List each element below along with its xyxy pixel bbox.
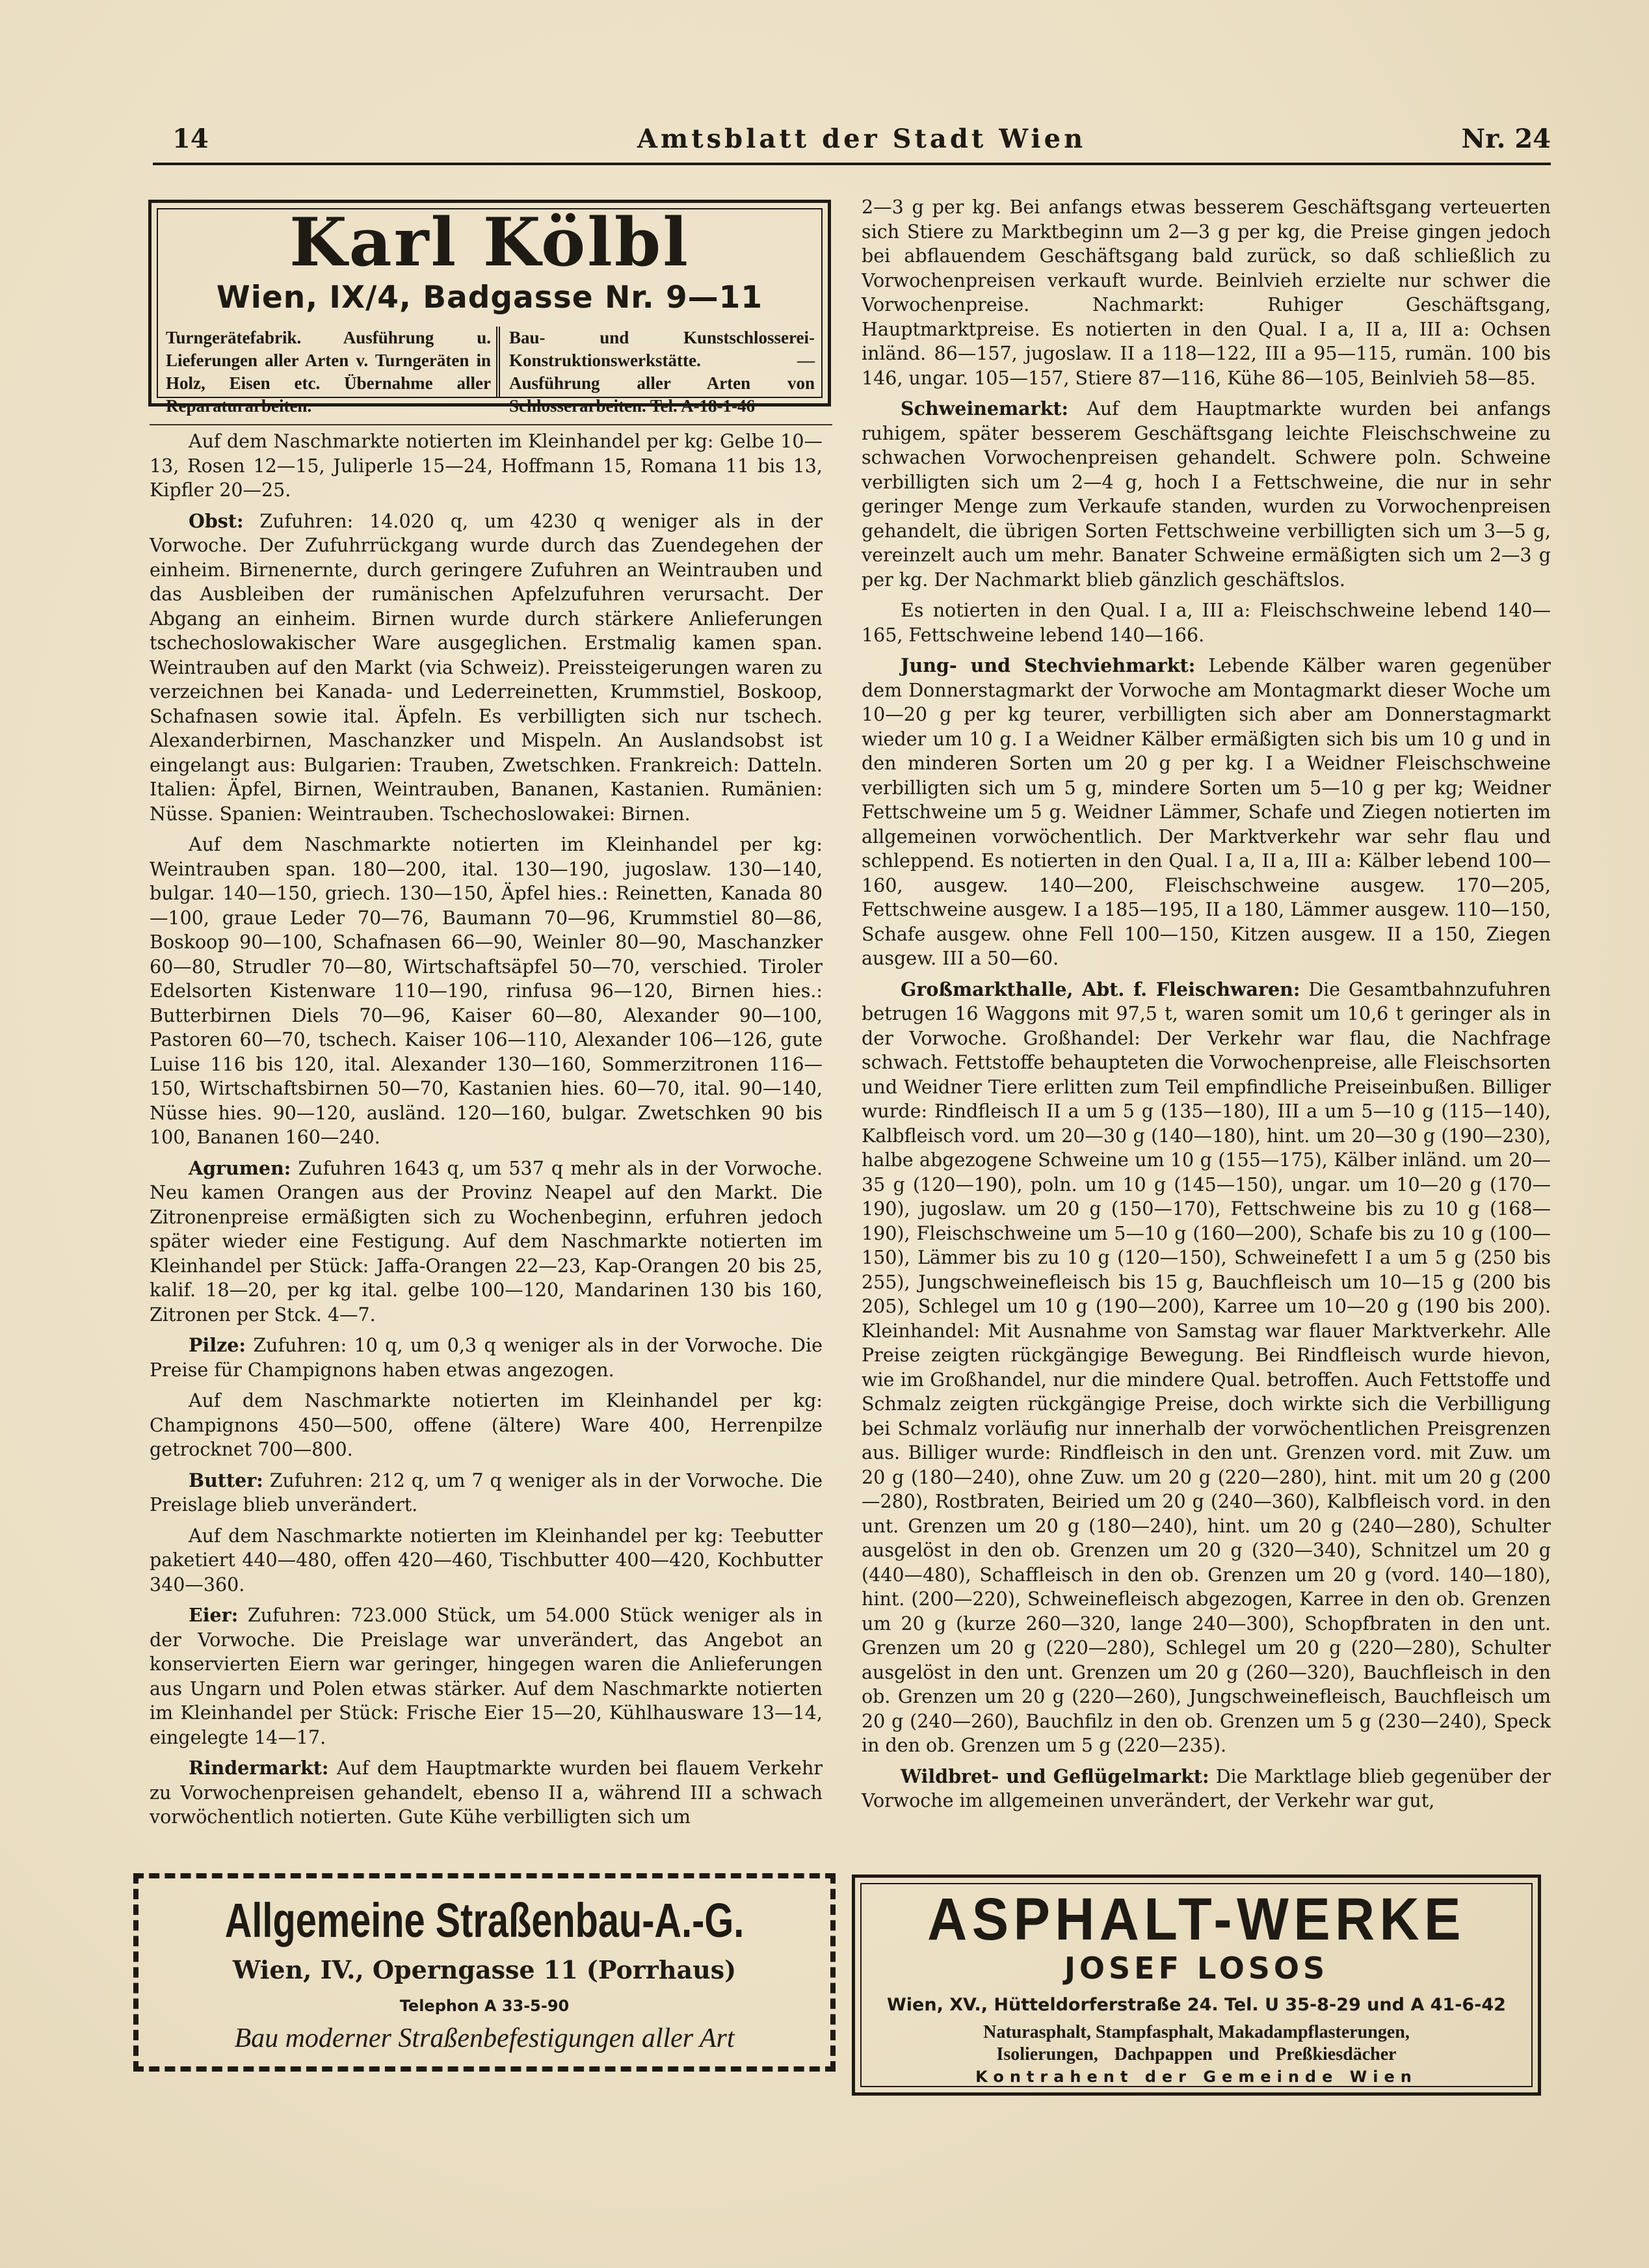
article-paragraph	[150, 429, 823, 503]
paragraph-text: Zufuhren: 212 q, um 7 q weniger als in der Vorwoche. Die Preislage blieb unverändert.	[150, 1469, 823, 1515]
ad-company-name: Karl Kölbl	[289, 204, 690, 282]
ad-contractor-note: Kontrahent der Gemeinde Wien	[975, 2068, 1418, 2086]
ad-slogan: Bau moderner Straßenbefestigungen aller Art	[234, 2023, 735, 2053]
section-heading: Rindermarkt:	[189, 1757, 329, 1779]
article-paragraph	[150, 1756, 823, 1830]
paragraph-text: Auf dem Hauptmarkte wurden bei flauem Verkehr zu Vorwochenpreisen gehandelt, ebenso II a, während III a schwach vorwöchentlich notierten. Gute Kühe verbilligten sich um	[150, 1757, 823, 1828]
ad-owner-name: JOSEF LOSOS	[1064, 1951, 1329, 1986]
paragraph-text: Auf dem Naschmarkte notierten im Kleinhandel per kg: Weintrauben span. 180—200, ital. 130—190, jugoslaw. 130—140, bulgar. 140—150, griech. 130—150, Äpfel hies.: Reinetten, Kanada 80—100, graue Leder 70—76, Baumann 70—96, Krummstiel 80—86, Boskoop 90—100, Schafnasen 66—90, Weinler 80—90, Maschanzker 60—80, Strudler 70—80, Wirtschaftsäpfel 50—70, verschied. Tiroler Edelsorten Kistenware 110—190, rinfusa 96—120, Birnen hies.: Butterbirnen Diels 70—96, Kaiser 60—80, Alexander 90—100, Pastoren 60—70, tschech. Kaiser 106—110, Alexander 106—126, gute Luise 116 bis 120, ital. Alexander 130—160, Sommerzitronen 116—150, Wirtschaftsbirnen 50—70, Kastanien hies. 60—70, ital. 90—140, Nüsse hies. 90—120, ausländ. 120—160, bulgar. Zwetschken 90 bis 100, Bananen 160—240.	[150, 834, 823, 1148]
paragraph-text: Es notierten in den Qual. I a, III a: Fleischschweine lebend 140—165, Fettschweine lebend 140—166.	[862, 600, 1551, 646]
article-paragraph	[150, 1524, 823, 1597]
issue-number: Nr. 24	[1461, 124, 1551, 154]
paragraph-text: Zufuhren: 14.020 q, um 4230 q weniger als in der Vorwoche. Der Zufuhrrückgang wurde durch das Zuendegehen der einheim. Birnenernte, durch geringere Zufuhren an Weintrauben und das Ausbleiben der rumänischen Apfelzufuhren verursacht. Der Abgang an einheim. Birnen wurde durch stärkere Anlieferungen tschechoslowakischer Ware ausgeglichen. Erstmalig kamen span. Weintrauben auf den Markt (via Schweiz). Preissteigerungen waren zu verzeichnen bei Kanada- und Lederreinetten, Krummstiel, Boskoop, Schafnasen sowie ital. Äpfeln. Es verbilligten sich nur tschech. Alexanderbirnen, Maschanzker und Mispeln. An Auslandsobst ist eingelangt aus: Bulgarien: Trauben, Zwetschken. Frankreich: Datteln. Italien: Äpfel, Birnen, Weintrauben, Bananen, Kastanien. Rumänien: Nüsse. Spanien: Weintrauben. Tschechoslowakei: Birnen.	[150, 510, 823, 825]
section-heading: Pilze:	[189, 1334, 246, 1356]
column-rule	[150, 424, 832, 425]
paragraph-text: Auf dem Naschmarkte notierten im Kleinhandel per kg: Teebutter paketiert 440—480, offen 420—460, Tischbutter 400—420, Kochbutter 340—360.	[150, 1525, 823, 1595]
section-heading: Großmarkthalle, Abt. f. Fleischwaren:	[901, 978, 1300, 1000]
article-paragraph	[150, 1156, 823, 1327]
ad-column-divider	[496, 327, 500, 397]
section-heading: Eier:	[189, 1604, 239, 1626]
paragraph-text: Zufuhren: 723.000 Stück, um 54.000 Stück weniger als in der Vorwoche. Die Preislage war unverändert, das Angebot an konservierten Eiern war geringer, hingegen waren die Anlieferungen aus Ungarn und Polen etwas stärker. Auf dem Naschmarkte notierten im Kleinhandel per Stück: Frische Eier 15—20, Kühlhausware 13—14, eingelegte 14—17.	[150, 1605, 823, 1748]
article-paragraph	[150, 833, 823, 1150]
article-paragraph	[862, 654, 1551, 971]
advertisement-asphalt-werke	[852, 1874, 1541, 2096]
advertisement-karl-koelbl	[148, 200, 831, 416]
paragraph-text: Die Gesamtbahnzufuhren betrugen 16 Waggons mit 97,5 t, waren somit um 10,6 t geringer als in der Vorwoche. Großhandel: Der Verkehr war flau, die Nachfrage schwach. Fettstoffe behaupteten die Vorwochenpreise, alle Fleischsorten und Weidner Tiere erlitten zum Teil empfindliche Preiseinbußen. Billiger wurde: Rindfleisch II a um 5 g (135—180), III a um 5—10 g (115—140), Kalbfleisch vord. um 20—30 g (140—180), hint. um 20—30 g (190—230), halbe abgezogene Schweine um 10 g (155—175), Kälber inländ. um 20—35 g (120—190), poln. um 10 g (145—150), ungar. um 10—20 g (170—190), jugoslaw. um 20 g (150—170), Fettschweine bis zu 10 g (168—190), Fleischschweine um 5—10 g (160—200), Schafe bis zu 10 g (100—150), Lämmer bis zu 10 g (120—150), Schweinefett I a um 5 g (250 bis 255), Jungschweinefleisch bis 15 g, Bauchfleisch um 10—15 g (200 bis 205), Schlegel um 10 g (190—200), Karree um 10—20 g (190 bis 200). Kleinhandel: Mit Ausnahme von Samstag war flauer Marktverkehr. Alle Preise zeigten rückgängige Bewegung. Bei Rindfleisch wurde hievon, wie im Großhandel, nur die mindere Qual. betroffen. Auch Fettstoffe und Schmalz zeigten rückgängige Preise, doch wirkte sich die Verbilligung bei Schmalz vorläufig nur innerhalb der vorwöchentlichen Preisgrenzen aus. Billiger wurde: Rindfleisch in den unt. Grenzen vord. mit Zuw. um 20 g (180—240), ohne Zuw. um 20 g (220—280), hint. mit um 20 g (200—280), Rostbraten, Beiried um 20 g (240—360), Kalbfleisch vord. in den unt. Grenzen um 20 g (180—240), hint. um 20 g (240—280), Schulter ausgelöst in den ob. Grenzen um 20 g (320—340), Schnitzel um 20 g (440—480), Schaffleisch in den ob. Grenzen um 20 g (vord. 140—180), hint. (200—220), Schweinefleisch abgezogen, Karree in den ob. Grenzen um 20 g (kurze 260—320, lange 240—300), Schopfbraten in den unt. Grenzen um 20 g (220—280), Schlegel um 20 g (220—280), Schulter ausgelöst in den unt. Grenzen um 20 g (260—320), Bauchfleisch in den ob. Grenzen um 20 g (220—260), Jungschweinefleisch, Bauchfleisch um 20 g (240—260), Bauchfilz in den ob. Grenzen um 5 g (230—240), Speck in den ob. Grenzen um 5 g (220—235).	[862, 978, 1551, 1756]
article-paragraph	[862, 397, 1551, 592]
ad-address: Wien, IV., Operngasse 11 (Porrhaus)	[232, 1955, 737, 1984]
page-header	[172, 124, 1551, 156]
article-paragraph	[862, 1765, 1551, 1813]
ad-telephone: Telephon A 33-5-90	[399, 1997, 570, 2015]
article-paragraph	[150, 1389, 823, 1462]
section-heading: Schweinemarkt:	[901, 397, 1069, 420]
ad-company-name: ASPHALT-WERKE	[927, 1886, 1466, 1953]
article-paragraph	[862, 598, 1551, 647]
article-paragraph	[150, 1333, 823, 1382]
section-heading: Wildbret- und Geflügelmarkt:	[901, 1765, 1209, 1787]
article-paragraph	[862, 978, 1551, 1758]
left-column	[150, 429, 823, 1836]
ad-left-text: Turngerätefabrik. Ausführung u. Lieferungen aller Arten v. Turngeräten in Holz, Eisen etc. Übernahme aller Reparaturarbeiten.	[166, 328, 491, 416]
article-paragraph	[150, 509, 823, 827]
paragraph-text: Auf dem Naschmarkte notierten im Kleinhandel per kg: Champignons 450—500, offene (ältere) Ware 400, Herrenpilze getrocknet 700—800.	[150, 1390, 823, 1460]
ad-company-name: Allgemeine Straßenbau-A.-G.	[224, 1893, 745, 1947]
paragraph-text: 2—3 g per kg. Bei anfangs etwas besserem Geschäftsgang verteuerten sich Stiere zu Marktbeginn um 2—3 g per kg, die Preise gingen jedoch bei abflauendem Geschäftsgang bald zurück, so daß schließlich zu Vorwochenpreisen verkauft wurde. Beinlvieh erzielte nur schwer die Vorwochenpreise. Nachmarkt: Ruhiger Geschäftsgang, Hauptmarktpreise. Es notierten in den Qual. I a, II a, III a: Ochsen inländ. 86—157, jugoslaw. II a 118—122, III a 95—115, rumän. 100 bis 146, ungar. 105—157, Stiere 87—116, Kühe 86—105, Beinlvieh 58—85.	[862, 196, 1551, 389]
article-paragraph	[150, 1469, 823, 1517]
ad-address: Wien, XV., Hütteldorferstraße 24. Tel. U 35-8-29 und A 41-6-42	[887, 1995, 1506, 2015]
paragraph-text: Auf dem Naschmarkte notierten im Kleinhandel per kg: Gelbe 10—13, Rosen 12—15, Juliperle 15—24, Hoffmann 15, Romana 11 bis 13, Kipfler 20—25.	[150, 431, 823, 501]
paragraph-text: Zufuhren 1643 q, um 537 q mehr als in der Vorwoche. Neu kamen Orangen aus der Provinz Neapel auf den Markt. Die Zitronenpreise ermäßigten sich zu Wochenbeginn, erfuhren jedoch später wieder eine Festigung. Auf dem Naschmarkte notierten im Kleinhandel per Stück: Jaffa-Orangen 22—23, Kap-Orangen 20 bis 25, kalif. 18—20, per kg ital. gelbe 100—120, Mandarinen 130 bis 160, Zitronen per Stck. 4—7.	[150, 1157, 823, 1326]
advertisement-strassenbau	[133, 1873, 836, 2072]
paragraph-text: Zufuhren: 10 q, um 0,3 q weniger als in der Vorwoche. Die Preise für Champignons haben etwas angezogen.	[150, 1335, 823, 1381]
paragraph-text: Auf dem Hauptmarkte wurden bei anfangs ruhigem, später besserem Geschäftsgang leichte Fleischschweine zu schwachen Vorwochenpreisen gehandelt. Schwere poln. Schweine verbilligten sich um 2—4 g, hoch I a Fettschweine, die nur in sehr geringer Menge zum Verkaufe standen, wurden zu Vorwochenpreisen gehandelt, die übrigen Sorten Fettschweine verbilligten sich um 3—5 g, vereinzelt auch um mehr. Banater Schweine ermäßigten sich um 2—3 g per kg. Der Nachmarkt blieb gänzlich geschäftslos.	[862, 398, 1551, 591]
article-paragraph	[150, 1603, 823, 1750]
section-heading: Butter:	[189, 1469, 263, 1491]
paragraph-text: Die Marktlage blieb gegenüber der Vorwoche im allgemeinen unverändert, der Verkehr war gut,	[862, 1765, 1551, 1811]
section-heading: Jung- und Stechviehmarkt:	[901, 654, 1196, 676]
section-heading: Obst:	[189, 509, 244, 532]
ad-address: Wien, IX/4, Badgasse Nr. 9—11	[216, 280, 763, 315]
right-column	[862, 195, 1551, 1820]
masthead-title: Amtsblatt der Stadt Wien	[637, 124, 1087, 154]
ad-right-text: Bau- und Kunstschlosserei- Konstruktionswerkstätte. — Ausführung aller Arten von Schlosserarbeiten. Tel. A-18-1-46	[509, 328, 815, 416]
header-rule	[153, 163, 1551, 165]
ad-services-line1: Naturasphalt, Stampfasphalt, Makadampflasterungen,	[983, 2022, 1410, 2042]
page-number: 14	[172, 124, 209, 154]
paragraph-text: Lebende Kälber waren gegenüber dem Donnerstagmarkt der Vorwoche am Montagmarkt dieser Woche um 10—20 g per kg teurer, verbilligten sich aber am Donnerstagmarkt wieder um 10 g. I a Weidner Kälber ermäßigten sich bis um 10 g und in den minderen Sorten um 20 g per kg. I a Weidner Fleischschweine verbilligten sich um 5 g, mindere Sorten um 5—10 g per kg; Weidner Fettschweine um 5 g. Weidner Lämmer, Schafe und Ziegen notierten im allgemeinen vorwöchentlich. Der Marktverkehr war sehr flau und schleppend. Es notierten in den Qual. I a, II a, III a: Kälber lebend 100—160, ausgew. 140—200, Fleischschweine ausgew. 170—205, Fettschweine ausgew. I a 185—195, II a 180, Lämmer ausgew. 110—150, Schafe ausgew. ohne Fell 100—150, Kitzen ausgew. II a 150, Ziegen ausgew. III a 50—60.	[862, 655, 1551, 969]
ad-services-line2: Isolierungen, Dachpappen und Preßkiesdächer	[996, 2044, 1397, 2064]
article-paragraph	[862, 195, 1551, 390]
section-heading: Agrumen:	[189, 1156, 291, 1179]
